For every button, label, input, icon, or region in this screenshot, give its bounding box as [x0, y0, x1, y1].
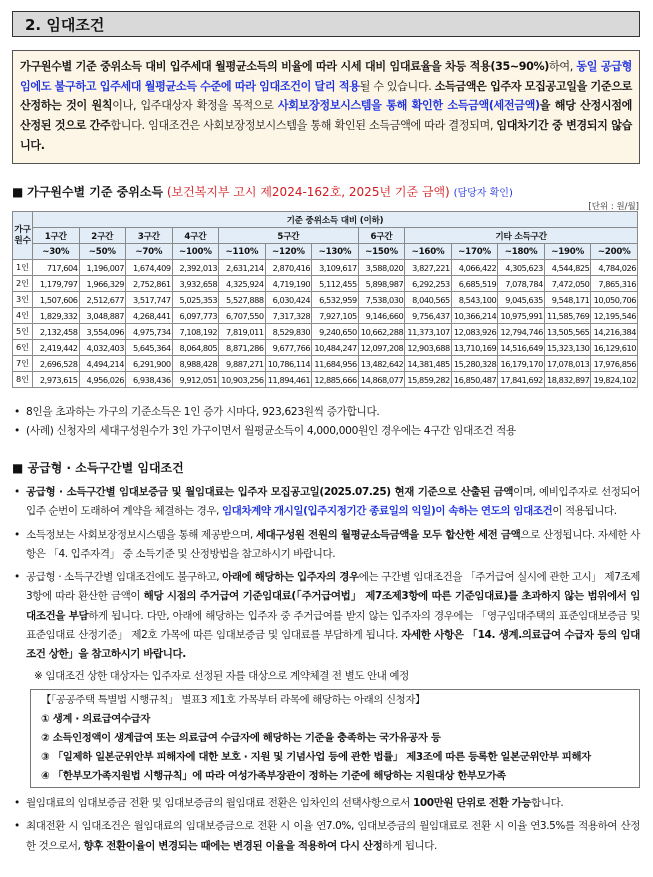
income-value-cell: 5,527,888 [219, 292, 266, 308]
income-value-cell: 15,280,328 [451, 356, 498, 372]
staff-check-note: (담당자 확인) [453, 188, 513, 199]
table-row [13, 324, 638, 340]
table-row [13, 292, 638, 308]
income-value-cell: 16,179,170 [498, 356, 545, 372]
income-value-cell: 2,512,677 [79, 292, 126, 308]
income-value-cell: 3,109,617 [312, 260, 359, 276]
table-notes [12, 403, 516, 441]
intro-text: 하여, [549, 60, 577, 73]
income-value-cell: 16,850,487 [451, 372, 498, 388]
income-value-cell: 4,544,825 [544, 260, 591, 276]
percent-header-cell: ~150% [358, 244, 405, 260]
income-value-cell: 3,048,887 [79, 308, 126, 324]
income-value-cell: 12,903,688 [405, 340, 452, 356]
income-value-cell: 717,604 [33, 260, 80, 276]
income-value-cell: 2,696,528 [33, 356, 80, 372]
income-value-cell: 15,323,130 [544, 340, 591, 356]
income-value-cell: 9,912,051 [172, 372, 219, 388]
household-size-cell: 3인 [13, 292, 33, 308]
household-size-cell: 6인 [13, 340, 33, 356]
supply-conditions-body [12, 483, 640, 860]
median-income-source: (보건복지부 고시 제2024-162호, 2025년 기준 금액) [166, 185, 450, 199]
section-header-cell: 4구간 [172, 228, 219, 244]
bullet-text: 하게 됩니다. [382, 839, 437, 852]
income-value-cell: 8,064,805 [172, 340, 219, 356]
income-value-cell: 9,548,171 [544, 292, 591, 308]
section-header-cell: 6구간 [358, 228, 405, 244]
income-value-cell: 4,032,403 [79, 340, 126, 356]
household-size-cell: 7인 [13, 356, 33, 372]
income-value-cell: 1,966,329 [79, 276, 126, 292]
income-value-cell: 6,532,959 [312, 292, 359, 308]
income-value-cell: 12,885,666 [312, 372, 359, 388]
income-value-cell: 9,240,650 [312, 324, 359, 340]
bullet-item [12, 817, 640, 856]
box-item: ① 생계 · 의료급여수급자 [41, 712, 151, 725]
income-value-cell: 2,392,013 [172, 260, 219, 276]
household-size-cell: 8인 [13, 372, 33, 388]
income-value-cell: 4,719,190 [265, 276, 312, 292]
percent-header-cell: ~110% [219, 244, 266, 260]
contract-note: ※ 임대조건 상한 대상자는 입주자로 선정된 자를 대상으로 계약체결 전 별도 안내 예정 [34, 669, 409, 682]
household-size-header: 가구원수 [13, 212, 33, 260]
percent-header-cell: ~120% [265, 244, 312, 260]
income-value-cell: 19,824,102 [591, 372, 638, 388]
bullet-bold: 아래에 해당하는 입주자의 경우 [222, 571, 359, 584]
square-bullet-icon: ■ [12, 185, 24, 199]
income-value-cell: 1,507,606 [33, 292, 80, 308]
income-value-cell: 15,859,282 [405, 372, 452, 388]
income-value-cell: 12,794,746 [498, 324, 545, 340]
income-value-cell: 2,132,458 [33, 324, 80, 340]
intro-bold: 소득금액은 입주자 모집공고일을 기준으로 산정하는 것이 원칙 [20, 79, 633, 113]
income-value-cell: 7,819,011 [219, 324, 266, 340]
income-value-cell: 3,588,020 [358, 260, 405, 276]
income-value-cell: 10,366,214 [451, 308, 498, 324]
percent-header-cell: ~50% [79, 244, 126, 260]
household-size-cell: 2인 [13, 276, 33, 292]
income-value-cell: 8,988,428 [172, 356, 219, 372]
percent-header-cell: ~200% [591, 244, 638, 260]
bullet-bold: 세대구성원 전원의 월평균소득금액을 모두 합산한 세전 금액 [255, 528, 521, 541]
bullet-bold: 100만원 단위로 전환 가능 [412, 796, 532, 809]
household-size-cell: 1인 [13, 260, 33, 276]
section-header-cell: 2구간 [79, 228, 126, 244]
income-value-cell: 12,097,208 [358, 340, 405, 356]
income-value-cell: 4,305,623 [498, 260, 545, 276]
intro-box [12, 50, 640, 164]
section-header-cell: 1구간 [33, 228, 80, 244]
box-title: 【「공공주택 특별법 시행규칙」 별표3 제1호 가목부터 라목에 해당하는 아래의 신청자】 [41, 693, 426, 706]
income-value-cell: 3,827,221 [405, 260, 452, 276]
income-value-cell: 10,975,991 [498, 308, 545, 324]
income-value-cell: 11,585,769 [544, 308, 591, 324]
box-item: ④ 「한부모가족지원법 시행규칙」에 따라 여성가족부장관이 정하는 기준에 해당하는 지원대상 한부모가족 [41, 769, 506, 782]
income-value-cell: 10,484,247 [312, 340, 359, 356]
income-value-cell: 4,494,214 [79, 356, 126, 372]
income-value-cell: 5,025,353 [172, 292, 219, 308]
income-value-cell: 4,066,422 [451, 260, 498, 276]
section-header-row [13, 228, 638, 244]
note-item: • 8인을 초과하는 가구의 기준소득은 1인 증가 시마다, 923,623원씩 증가합니다. [12, 403, 516, 422]
income-value-cell: 9,887,271 [219, 356, 266, 372]
bullet-text: 최대전환 시 임대조건은 월임대료의 임대보증금으로 전환 시 이율 연7.0%, 임대보증금의 월임대료로 전환 시 이율 연3.5%를 적용하여 산정한 것으로서, [26, 820, 640, 852]
income-value-cell: 10,662,288 [358, 324, 405, 340]
percent-header-cell: ~160% [405, 244, 452, 260]
income-value-cell: 7,538,030 [358, 292, 405, 308]
section-header-cell: 5구간 [219, 228, 359, 244]
income-value-cell: 7,108,192 [172, 324, 219, 340]
income-value-cell: 10,903,256 [219, 372, 266, 388]
section-header-cell: 3구간 [126, 228, 173, 244]
bullet-text: 소득정보는 사회보장정보시스템을 통해 제공받으며, [26, 528, 256, 541]
income-value-cell: 6,030,424 [265, 292, 312, 308]
bullet-text: 합니다. [531, 796, 564, 809]
income-value-cell: 6,685,519 [451, 276, 498, 292]
table-row [13, 372, 638, 388]
percent-header-cell: ~100% [172, 244, 219, 260]
percent-header-cell: ~130% [312, 244, 359, 260]
income-value-cell: 12,083,926 [451, 324, 498, 340]
income-value-cell: 9,677,766 [265, 340, 312, 356]
income-value-cell: 18,832,897 [544, 372, 591, 388]
bullet-highlight: 임대차계약 개시일(입주지정기간 종료일의 익일)이 속하는 연도의 임대조건 [221, 505, 553, 518]
income-value-cell: 14,868,077 [358, 372, 405, 388]
income-value-cell: 10,050,706 [591, 292, 638, 308]
bullet-item [12, 568, 640, 664]
percent-header-cell: ~170% [451, 244, 498, 260]
income-value-cell: 11,894,461 [265, 372, 312, 388]
income-value-cell: 5,898,987 [358, 276, 405, 292]
income-value-cell: 1,196,007 [79, 260, 126, 276]
income-value-cell: 2,973,615 [33, 372, 80, 388]
household-size-cell: 5인 [13, 324, 33, 340]
median-income-title: 가구원수별 기준 중위소득 [27, 185, 164, 199]
income-value-cell: 7,865,316 [591, 276, 638, 292]
income-value-cell: 3,554,096 [79, 324, 126, 340]
income-value-cell: 1,674,409 [126, 260, 173, 276]
bullet-item [12, 794, 640, 813]
income-value-cell: 2,631,214 [219, 260, 266, 276]
income-value-cell: 7,927,105 [312, 308, 359, 324]
household-size-cell: 4인 [13, 308, 33, 324]
income-value-cell: 13,482,642 [358, 356, 405, 372]
income-value-cell: 8,040,565 [405, 292, 452, 308]
supply-conditions-heading [12, 459, 184, 476]
income-value-cell: 4,325,924 [219, 276, 266, 292]
percent-header-cell: ~70% [126, 244, 173, 260]
income-value-cell: 6,291,900 [126, 356, 173, 372]
income-value-cell: 6,292,253 [405, 276, 452, 292]
income-value-cell: 3,932,658 [172, 276, 219, 292]
income-value-cell: 8,543,100 [451, 292, 498, 308]
income-value-cell: 9,146,660 [358, 308, 405, 324]
income-value-cell: 7,317,328 [265, 308, 312, 324]
median-income-heading [12, 183, 513, 200]
bullet-bold: 자세한 사항은 「14. 생계.의료급여 수급자 등의 임대조건 상한」을 참고하시기 바랍니다. [26, 629, 640, 661]
box-item: ② 소득인정액이 생계급여 또는 의료급여 수급자에 해당하는 기준을 충족하는 국가유공자 등 [41, 731, 441, 744]
income-value-cell: 13,505,565 [544, 324, 591, 340]
bullet-text: 공급형 · 소득구간별 임대조건에도 불구하고, [26, 571, 223, 584]
section-title: 2. 임대조건 [25, 16, 105, 34]
income-value-cell: 14,216,384 [591, 324, 638, 340]
section-header-cell: 기타 소득구간 [405, 228, 638, 244]
income-value-cell: 17,976,856 [591, 356, 638, 372]
eligible-applicants-box [30, 689, 640, 788]
supply-conditions-title: 공급형 · 소득구간별 임대조건 [27, 461, 184, 475]
income-value-cell: 13,710,169 [451, 340, 498, 356]
percent-header-cell: ~190% [544, 244, 591, 260]
intro-text: 가구원수별 기준 중위소득 대비 입주세대 월평균소득의 비율에 따라 시세 대비 임대료율을 차등 적용(35~90%) [20, 60, 550, 73]
income-value-cell: 17,078,013 [544, 356, 591, 372]
income-value-cell: 9,756,437 [405, 308, 452, 324]
percent-header-cell: ~30% [33, 244, 80, 260]
bullet-bold: 향후 전환이율이 변경되는 때에는 변경된 이율을 적용하여 다시 산정 [83, 839, 383, 852]
bullet-text: 에는 구간별 임대조건을 「주거급여 실시에 관한 고시」 제7조제3항에 따라 환산한 금액이 [26, 571, 641, 603]
income-value-cell: 2,419,442 [33, 340, 80, 356]
income-value-cell: 3,517,747 [126, 292, 173, 308]
median-income-table [12, 211, 638, 388]
table-row [13, 340, 638, 356]
income-value-cell: 6,097,773 [172, 308, 219, 324]
income-value-cell: 6,707,550 [219, 308, 266, 324]
income-value-cell: 16,129,610 [591, 340, 638, 356]
bullet-bold: 공급형 · 소득구간별 임대보증금 및 월임대료는 입주자 모집공고일(2025.07.25) 현재 기준으로 산출된 금액 [26, 486, 514, 498]
table-row [13, 356, 638, 372]
bullet-bold: 해당 시점의 주거급여 기준임대료(「주거급여법」 제7조제3항에 따른 기준임대료)를 초과하지 않는 범위에서 임대조건을 부담 [26, 590, 641, 622]
income-value-cell: 4,784,026 [591, 260, 638, 276]
income-value-cell: 9,045,635 [498, 292, 545, 308]
intro-text: 될 수 있습니다. [359, 79, 435, 93]
intro-bold: 을 해당 산정시점에 산정된 것으로 간주 [20, 99, 632, 133]
square-bullet-icon: ■ [12, 461, 24, 475]
income-value-cell: 1,179,797 [33, 276, 80, 292]
box-item: ③ 「일제하 일본군위안부 피해자에 대한 보호 · 지원 및 기념사업 등에 관한 법률」 제3조에 따른 등록한 일본군위안부 피해자 [41, 750, 591, 763]
income-value-cell: 8,871,286 [219, 340, 266, 356]
bullet-item [12, 526, 640, 565]
percent-header-cell: ~180% [498, 244, 545, 260]
income-value-cell: 11,373,107 [405, 324, 452, 340]
income-value-cell: 4,268,441 [126, 308, 173, 324]
income-value-cell: 2,752,861 [126, 276, 173, 292]
bullet-text: 으로 산정됩니다. 자세한 사항은 「4. 입주자격」 중 소득기준 및 산정방법을 참고하시기 바랍니다. [26, 528, 640, 560]
bullet-text: 월임대료의 임대보증금 전환 및 임대보증금의 월임대료 전환은 임차인의 선택사항으로서 [26, 796, 413, 809]
bullet-item [12, 483, 640, 522]
section-header-bar [12, 11, 640, 37]
bullet-text: 이 적용됩니다. [552, 505, 617, 518]
intro-bold: 임대차기간 중 변경되지 않습니다. [20, 119, 633, 152]
income-value-cell: 2,870,416 [265, 260, 312, 276]
income-value-cell: 5,645,364 [126, 340, 173, 356]
bullet-text: 하게 됩니다. 다만, 아래에 해당하는 입주자 중 주거급여를 받지 않는 입주자의 경우에는 「영구임대주택의 표준임대보증금 및 표준임대료 산정기준」 제2호 가목에 따른 임대보증금 및 임대료를 부담하게 됩니다. [26, 609, 640, 642]
income-value-cell: 11,684,956 [312, 356, 359, 372]
intro-text: 이나, 입주대상자 확정을 목적으로 [112, 99, 278, 113]
income-value-cell: 4,975,734 [126, 324, 173, 340]
income-value-cell: 14,516,649 [498, 340, 545, 356]
income-value-cell: 7,078,784 [498, 276, 545, 292]
intro-text: 합니다. 임대조건은 사회보장정보시스템을 통해 확인된 소득금액에 따라 결정되며, [110, 119, 497, 133]
unit-label: [단위 : 원/월] [588, 202, 639, 212]
income-value-cell: 6,938,436 [126, 372, 173, 388]
income-value-cell: 7,472,050 [544, 276, 591, 292]
income-value-cell: 12,195,546 [591, 308, 638, 324]
income-value-cell: 8,529,830 [265, 324, 312, 340]
income-value-cell: 10,786,114 [265, 356, 312, 372]
intro-highlight: 동일 공급형 임에도 불구하고 입주세대 월평균소득 수준에 따라 임대조건이 달리 적용 [20, 60, 632, 93]
group-header: 기준 중위소득 대비 (이하) [33, 212, 638, 228]
income-value-cell: 1,829,332 [33, 308, 80, 324]
intro-highlight: 사회보장정보시스템을 통해 확인한 소득금액(세전금액) [277, 99, 540, 113]
bullet-text: 이며, 예비입주자로 선정되어 입주 순번이 도래하여 계약을 체결하는 경우, [26, 486, 640, 518]
percent-header-row [13, 244, 638, 260]
table-row [13, 260, 638, 276]
income-value-cell: 5,112,455 [312, 276, 359, 292]
table-row [13, 276, 638, 292]
income-value-cell: 17,841,692 [498, 372, 545, 388]
income-value-cell: 4,956,026 [79, 372, 126, 388]
table-row [13, 308, 638, 324]
note-item: • (사례) 신청자의 세대구성원수가 3인 가구이면서 월평균소득이 4,000,000원인 경우에는 4구간 임대조건 적용 [12, 422, 516, 441]
income-value-cell: 14,381,485 [405, 356, 452, 372]
